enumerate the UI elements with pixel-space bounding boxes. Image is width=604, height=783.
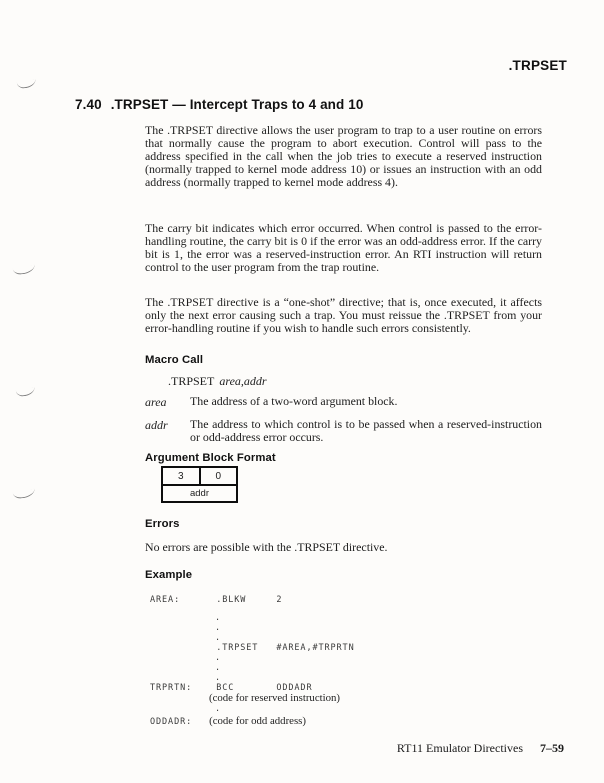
scan-curl-mark (13, 489, 36, 500)
param-addr (145, 418, 542, 444)
section-title: .TRPSET — Intercept Traps to 4 and 10 (110, 97, 364, 112)
code-ellipsis-dot: . (215, 673, 221, 683)
argument-block-cell-addr: addr (189, 488, 209, 499)
footer-page-number: 7–59 (540, 741, 564, 755)
paragraph-intro: The .TRPSET directive allows the user program to trap to a user routine on errors that normally cause the program to abort execution. Control will pass to the address specified in the call when the job tries to execute a reserved instruction (normally trapped to kernel mode address 10) or issues an instruction with an odd address (normally trapped to kernel mode address 4). (145, 123, 542, 189)
example-code (150, 595, 570, 725)
param-addr-term: addr (145, 418, 168, 432)
code-comment-reserved: (code for reserved instruction) (209, 692, 341, 704)
param-area-desc: The address of a two-word argument block. (190, 394, 398, 408)
code-ellipsis-dot: . (215, 613, 221, 623)
paragraph-carry-bit: The carry bit indicates which error occurred. When control is passed to the error-handling routine, the carry bit is 0 if the error was an odd-address error. If the carry bit is 1, the error was a reserved-instruction error. An RTI instruction will return control to the user program from the trap routine. (145, 221, 542, 274)
paragraph-one-shot: The .TRPSET directive is a “one-shot” directive; that is, once executed, it affects only the next error causing such a trap. You must reissue the .TRPSET from your error-handling routine if you wish to handle such errors consistently. (145, 295, 542, 335)
code-label-oddadr: ODDADR: (150, 717, 193, 727)
argument-block-cell-high: 3 (163, 468, 201, 484)
code-ellipsis-dot: . (215, 704, 221, 714)
code-line-oddadr (150, 714, 570, 725)
code-line-trprtn: TRPRTN: BCC ODDADR (150, 683, 313, 693)
errors-text: No errors are possible with the .TRPSET directive. (145, 540, 388, 554)
param-area (145, 395, 542, 410)
argument-block-diagram (161, 466, 238, 503)
example-heading: Example (145, 569, 193, 581)
param-addr-desc: The address to which control is to be passed when a reserved-instruction or odd-address error occurs. (190, 417, 542, 444)
errors-heading: Errors (145, 518, 180, 530)
code-ellipsis-dot: . (215, 623, 221, 633)
section-number: 7.40 (75, 97, 102, 112)
running-head: .TRPSET (508, 58, 567, 73)
argument-block-heading: Argument Block Format (145, 452, 276, 464)
argument-block-row-1 (163, 468, 236, 486)
scan-curl-mark (17, 79, 37, 89)
argument-block-cell-low: 0 (215, 470, 222, 482)
macro-call-syntax (168, 374, 565, 389)
page-footer (397, 741, 564, 756)
code-comment-odd: (code for odd address) (209, 715, 306, 727)
syntax-arguments: area,addr (219, 374, 267, 388)
code-ellipsis-dot: . (215, 653, 221, 663)
syntax-directive: .TRPSET (168, 374, 215, 388)
section-heading (75, 97, 363, 112)
footer-title: RT11 Emulator Directives (396, 741, 523, 755)
code-ellipsis-dot: . (215, 633, 221, 643)
code-ellipsis-dot: . (215, 663, 221, 673)
macro-call-heading: Macro Call (145, 354, 204, 366)
code-line-trpset: .TRPSET #AREA,#TRPRTN (150, 643, 355, 653)
code-line-area: AREA: .BLKW 2 (150, 595, 283, 605)
scan-curl-mark (16, 387, 36, 397)
param-area-term: area (145, 395, 167, 409)
scan-curl-mark (13, 265, 36, 276)
